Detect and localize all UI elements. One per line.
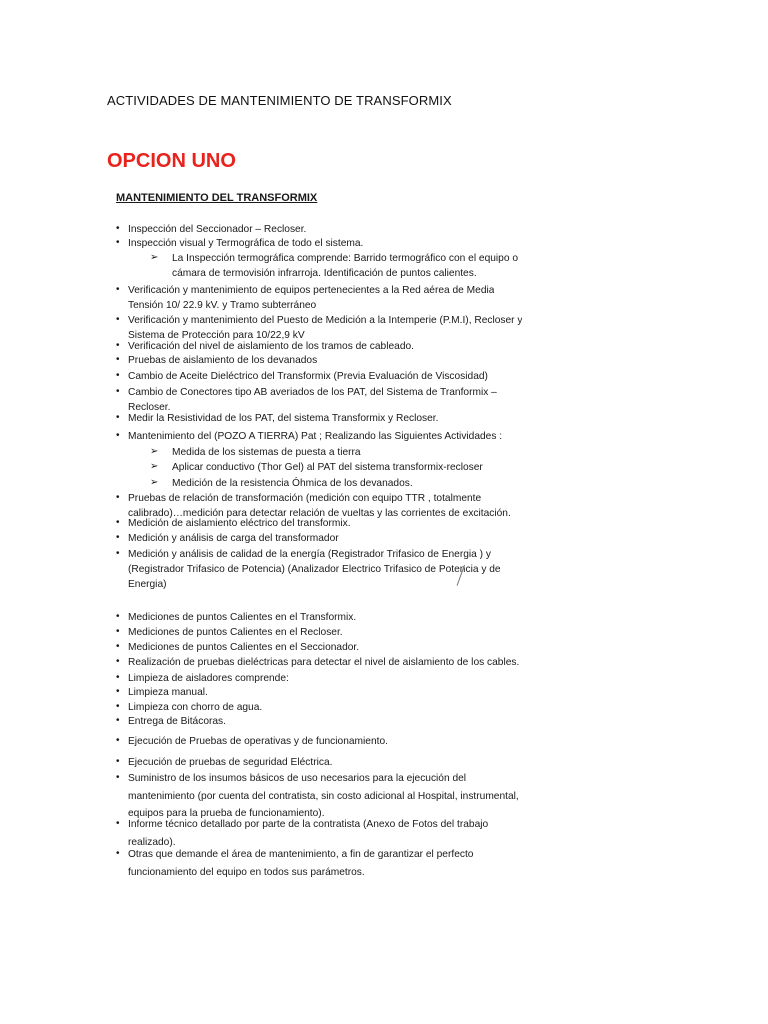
bullet-icon: • xyxy=(116,686,120,697)
list-item-line: Realización de pruebas dieléctricas para detectar el nivel de aislamiento de los cables. xyxy=(128,657,520,668)
list-item-line: Medición y análisis de calidad de la energía (Registrador Trifasico de Energia ) y xyxy=(128,549,491,560)
arrow-icon: ➢ xyxy=(150,252,159,263)
list-item-line: Medición y análisis de carga del transformador xyxy=(128,533,339,544)
list-item-line: Sistema de Protección para 10/22,9 kV xyxy=(128,330,305,341)
list-item-line: Energia) xyxy=(128,579,167,590)
list-item-line: Medición de aislamiento eléctrico del transformix. xyxy=(128,518,351,529)
list-item-line: Ejecución de pruebas de seguridad Eléctrica. xyxy=(128,757,333,768)
list-item-line: Cambio de Conectores tipo AB averiados de los PAT, del Sistema de Tranformix – xyxy=(128,387,497,398)
bullet-icon: • xyxy=(116,611,120,622)
option-heading: OPCION UNO xyxy=(107,150,236,172)
list-item-line: Limpieza de aisladores comprende: xyxy=(128,673,289,684)
bullet-icon: • xyxy=(116,284,120,295)
bullet-icon: • xyxy=(116,370,120,381)
arrow-icon: ➢ xyxy=(150,461,159,472)
list-item-line: cámara de termovisión infrarroja. Identificación de puntos calientes. xyxy=(172,268,477,279)
bullet-icon: • xyxy=(116,715,120,726)
list-item-line: Limpieza manual. xyxy=(128,687,208,698)
list-item-line: Medir la Resistividad de los PAT, del sistema Transformix y Recloser. xyxy=(128,413,439,424)
bullet-icon: • xyxy=(116,430,120,441)
list-item-line: La Inspección termográfica comprende: Barrido termográfico con el equipo o xyxy=(172,253,518,264)
list-item-line: equipos para la prueba de funcionamiento). xyxy=(128,808,325,819)
bullet-icon: • xyxy=(116,626,120,637)
list-item-line: (Registrador Trifasico de Potencia) (Analizador Electrico Trifasico de Potencia y de xyxy=(128,564,501,575)
bullet-icon: • xyxy=(116,756,120,767)
bullet-icon: • xyxy=(116,412,120,423)
bullet-icon: • xyxy=(116,548,120,559)
bullet-icon: • xyxy=(116,641,120,652)
list-item-line: Mediciones de puntos Calientes en el Recloser. xyxy=(128,627,343,638)
bullet-icon: • xyxy=(116,656,120,667)
list-item-line: Verificación y mantenimiento de equipos pertenecientes a la Red aérea de Media xyxy=(128,285,495,296)
bullet-icon: • xyxy=(116,237,120,248)
list-item-line: Ejecución de Pruebas de operativas y de funcionamiento. xyxy=(128,736,388,747)
list-item-line: Verificación del nivel de aislamiento de los tramos de cableado. xyxy=(128,341,414,352)
bullet-icon: • xyxy=(116,672,120,683)
bullet-icon: • xyxy=(116,314,120,325)
list-item-line: Recloser. xyxy=(128,402,171,413)
bullet-icon: • xyxy=(116,492,120,503)
list-item-line: Tensión 10/ 22.9 kV. y Tramo subterráneo xyxy=(128,300,317,311)
list-item-line: Inspección del Seccionador – Recloser. xyxy=(128,224,307,235)
list-item-line: Verificación y mantenimiento del Puesto de Medición a la Intemperie (P.M.I), Recloser y xyxy=(128,315,523,326)
bullet-icon: • xyxy=(116,772,120,783)
list-item-line: Limpieza con chorro de agua. xyxy=(128,702,263,713)
bullet-icon: • xyxy=(116,818,120,829)
section-heading: MANTENIMIENTO DEL TRANSFORMIX xyxy=(116,192,318,204)
arrow-icon: ➢ xyxy=(150,477,159,488)
document-title: ACTIVIDADES DE MANTENIMIENTO DE TRANSFORMIX xyxy=(107,93,452,108)
list-item-line: Mantenimiento del (POZO A TIERRA) Pat ; Realizando las Siguientes Actividades : xyxy=(128,431,503,442)
bullet-icon: • xyxy=(116,701,120,712)
list-item-line: Inspección visual y Termográfica de todo el sistema. xyxy=(128,238,364,249)
list-item-line: calibrado)…medición para detectar relación de vueltas y las corrientes de excitación. xyxy=(128,508,511,519)
list-item-line: Entrega de Bitácoras. xyxy=(128,716,226,727)
bullet-icon: • xyxy=(116,354,120,365)
list-item-line: Pruebas de aislamiento de los devanados xyxy=(128,355,318,366)
list-item-line: funcionamiento del equipo en todos sus parámetros. xyxy=(128,866,365,878)
bullet-icon: • xyxy=(116,735,120,746)
list-item-line: Aplicar conductivo (Thor Gel) al PAT del sistema transformix-recloser xyxy=(172,462,483,473)
list-item-line: Otras que demande el área de mantenimiento, a fin de garantizar el perfecto xyxy=(128,849,474,860)
arrow-icon: ➢ xyxy=(150,446,159,457)
bullet-icon: • xyxy=(116,386,120,397)
list-item-line: realizado). xyxy=(128,836,176,848)
list-item-line: mantenimiento (por cuenta del contratista, sin costo adicional al Hospital, instrumental, xyxy=(128,790,519,802)
list-item-line: Medición de la resistencia Óhmica de los devanados. xyxy=(172,478,413,489)
bullet-icon: • xyxy=(116,340,120,351)
list-item-line: Medida de los sistemas de puesta a tierra xyxy=(172,447,361,458)
list-item-line: Mediciones de puntos Calientes en el Transformix. xyxy=(128,612,357,623)
list-item-line: Cambio de Aceite Dieléctrico del Transformix (Previa Evaluación de Viscosidad) xyxy=(128,371,488,382)
list-item-line: Pruebas de relación de transformación (medición con equipo TTR , totalmente xyxy=(128,493,482,504)
list-item-line: Informe técnico detallado por parte de la contratista (Anexo de Fotos del trabajo xyxy=(128,819,489,830)
bullet-icon: • xyxy=(116,848,120,859)
bullet-icon: • xyxy=(116,517,120,528)
list-item-line: Mediciones de puntos Calientes en el Seccionador. xyxy=(128,642,360,653)
bullet-icon: • xyxy=(116,223,120,234)
scanned-page xyxy=(108,188,538,898)
list-item-line: Suministro de los insumos básicos de uso necesarios para la ejecución del xyxy=(128,773,467,784)
bullet-icon: • xyxy=(116,532,120,543)
